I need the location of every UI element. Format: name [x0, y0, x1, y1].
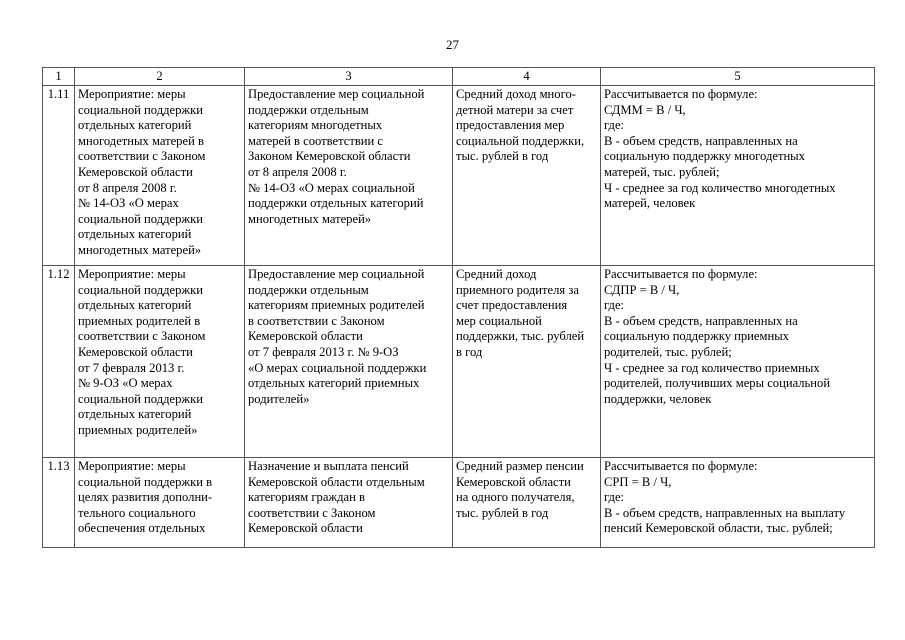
description-cell: Предоставление мер социальной поддержки отдельным категориям приемных родителей в соответствии с Законом Кемеровской области от 7 февраля 2013 г. № 9-ОЗ «О мерах социальной поддержки отдельных категорий приемных родителей» [245, 266, 453, 458]
table-row [43, 458, 875, 548]
table-row [43, 86, 875, 266]
measure-cell: Мероприятие: меры социальной поддержки отдельных категорий приемных родителей в соответствии с Законом Кемеровской области от 7 февраля 2013 г. № 9-ОЗ «О мерах социальной поддержки отдельных категорий приемных родителей» [75, 266, 245, 458]
description-cell: Предоставление мер социальной поддержки отдельным категориям многодетных матерей в соответствии с Законом Кемеровской области от 8 апреля 2008 г. № 14-ОЗ «О мерах социальной поддержки отдельных категорий многодетных матерей» [245, 86, 453, 266]
column-header-2: 2 [75, 68, 245, 86]
column-header-5: 5 [601, 68, 875, 86]
row-number: 1.12 [43, 266, 75, 458]
column-header-4: 4 [453, 68, 601, 86]
description-cell: Назначение и выплата пенсий Кемеровской области отдельным категориям граждан в соответствии с Законом Кемеровской области [245, 458, 453, 548]
formula-cell: Рассчитывается по формуле: СДММ = В / Ч, где: В - объем средств, направленных на социальную поддержку многодетных матерей, тыс. рублей; Ч - среднее за год количество многодетных матерей, человек [601, 86, 875, 266]
indicator-cell: Средний доход много- детной матери за счет предоставления мер социальной поддержки, тыс. рублей в год [453, 86, 601, 266]
page-number: 27 [446, 37, 459, 52]
column-header-1: 1 [43, 68, 75, 86]
measure-cell: Мероприятие: меры социальной поддержки в целях развития дополни- тельного социального обеспечения отдельных [75, 458, 245, 548]
header-row [43, 68, 875, 86]
indicators-table [42, 67, 875, 548]
measure-cell: Мероприятие: меры социальной поддержки отдельных категорий многодетных матерей в соответствии с Законом Кемеровской области от 8 апреля 2008 г. № 14-ОЗ «О мерах социальной поддержки отдельных категорий многодетных матерей» [75, 86, 245, 266]
row-number: 1.11 [43, 86, 75, 266]
indicator-cell: Средний размер пенсии Кемеровской области на одного получателя, тыс. рублей в год [453, 458, 601, 548]
formula-cell: Рассчитывается по формуле: СДПР = В / Ч, где: В - объем средств, направленных на социальную поддержку приемных родителей, тыс. рублей; Ч - среднее за год количество приемных родителей, получивших меры социальной поддержки, человек [601, 266, 875, 458]
indicator-cell: Средний доход приемного родителя за счет предоставления мер социальной поддержки, тыс. рублей в год [453, 266, 601, 458]
formula-cell: Рассчитывается по формуле: СРП = В / Ч, где: В - объем средств, направленных на выплату пенсий Кемеровской области, тыс. рублей; [601, 458, 875, 548]
row-number: 1.13 [43, 458, 75, 548]
table-row [43, 266, 875, 458]
column-header-3: 3 [245, 68, 453, 86]
